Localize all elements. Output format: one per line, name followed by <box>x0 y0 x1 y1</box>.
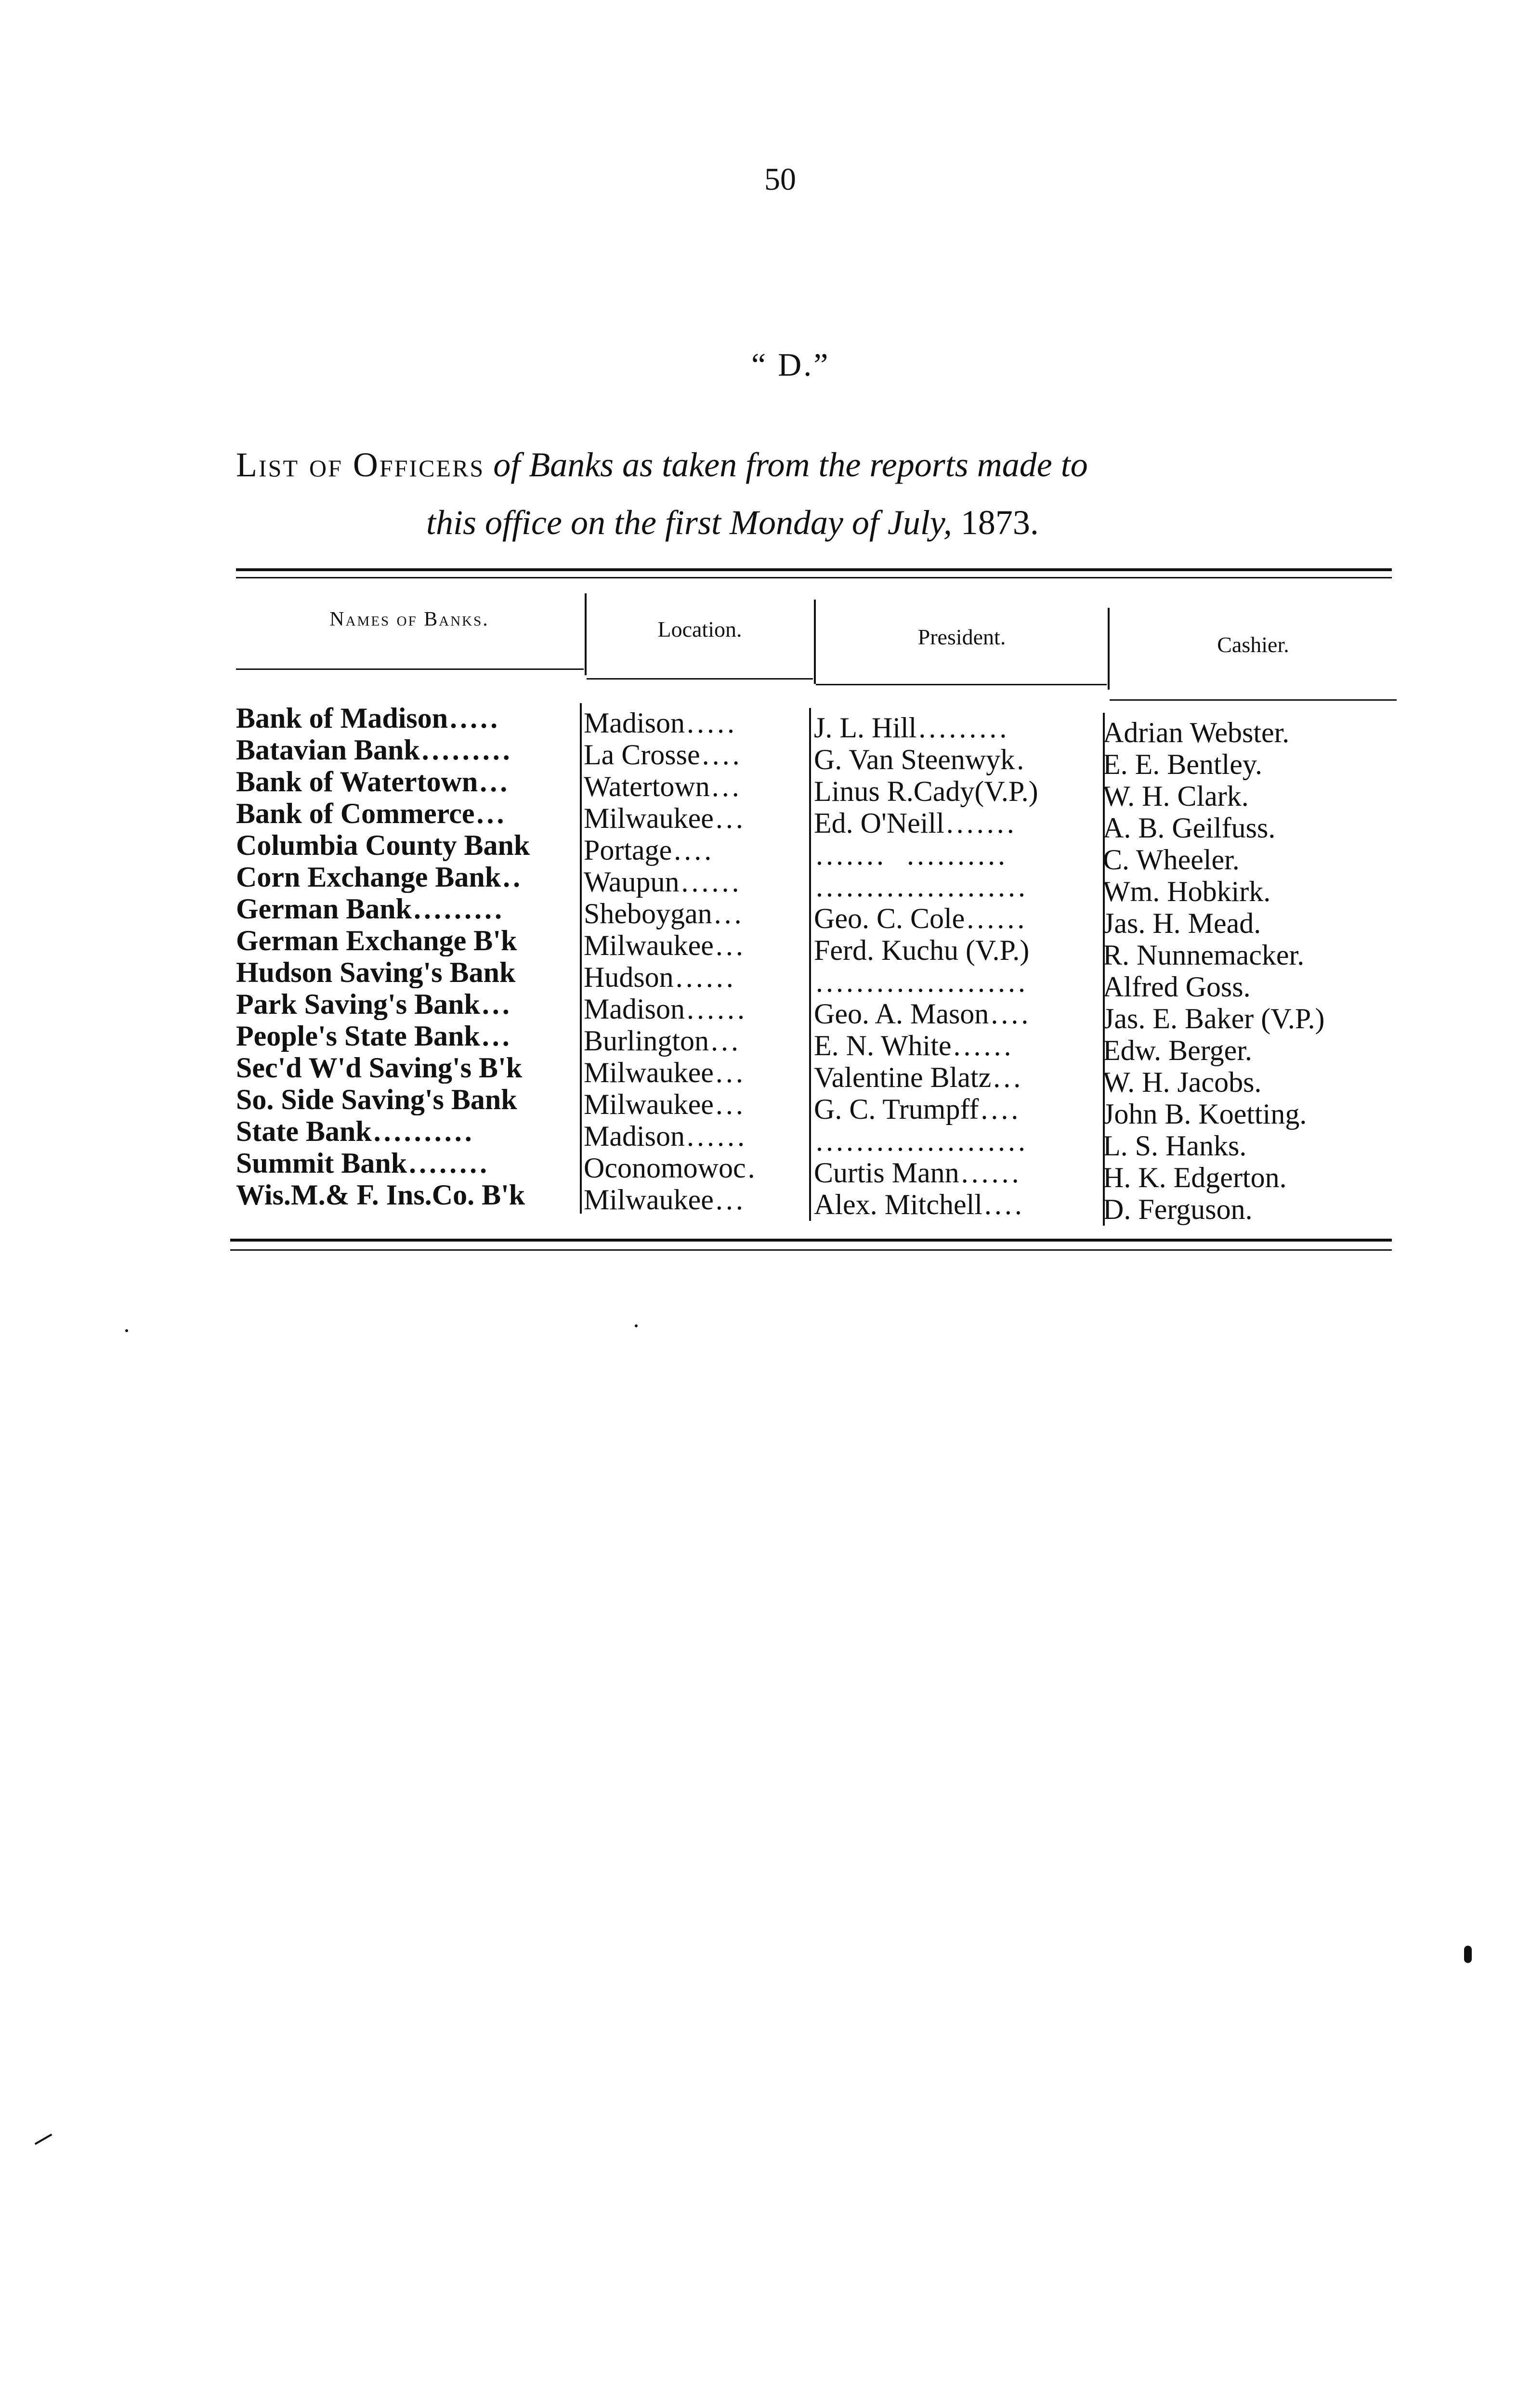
table-cell: Milwaukee ... <box>584 802 746 834</box>
table-cell: ..................... <box>816 966 1028 998</box>
table-cell: Waupun ...... <box>584 866 742 898</box>
table-cell: Alex. Mitchell .... <box>814 1189 1025 1220</box>
ink-blot <box>1464 1946 1472 1963</box>
table-cell: Jas. E. Baker (V.P.) <box>1103 1003 1325 1034</box>
table-cell: Sheboygan ... <box>584 898 745 929</box>
table-row: Bank of Watertown ... <box>236 766 510 798</box>
table-cell: ..................... <box>816 871 1028 903</box>
page-number: 50 <box>764 162 796 197</box>
names-column <box>236 702 578 1211</box>
table-cell: G. Van Steenwyk . <box>814 744 1027 775</box>
table-cell: Burlington ... <box>584 1025 742 1057</box>
table-cell: Milwaukee ... <box>584 929 746 961</box>
table-cell: W. H. Clark. <box>1103 780 1249 812</box>
document-title <box>236 436 1401 551</box>
table-row: So. Side Saving's Bank <box>236 1084 517 1115</box>
table-cell: Milwaukee ... <box>584 1057 746 1088</box>
header-underline-president <box>816 684 1107 685</box>
table-cell: Madison ...... <box>584 1120 747 1152</box>
table-cell: Edw. Berger. <box>1103 1034 1252 1066</box>
pencil-stroke <box>35 2133 52 2145</box>
table-row: People's State Bank ... <box>236 1020 512 1052</box>
table-row: Park Saving's Bank ... <box>236 988 512 1020</box>
table-cell: D. Ferguson. <box>1103 1193 1253 1225</box>
title-year: 1873. <box>960 503 1039 542</box>
table-cell: Jas. H. Mead. <box>1103 907 1261 939</box>
column-header-president: President. <box>917 625 1006 649</box>
table-bottom-rule-1 <box>230 1239 1392 1242</box>
table-row: Batavian Bank ......... <box>236 734 513 766</box>
header-underline-names <box>236 668 584 670</box>
title-line2: this office on the first Monday of July, <box>426 503 952 542</box>
table-bottom-rule-2 <box>230 1249 1392 1251</box>
table-cell: C. Wheeler. <box>1103 844 1240 876</box>
table-cell: G. C. Trumpff .... <box>814 1093 1021 1125</box>
table-row: German Bank ......... <box>236 893 505 925</box>
table-cell: John B. Koetting. <box>1103 1098 1307 1130</box>
table-row: Summit Bank ........ <box>236 1147 490 1179</box>
title-line1-rest: of Banks as taken from the reports made to <box>493 445 1088 484</box>
table-row: Corn Exchange Bank .. <box>236 861 523 893</box>
ink-speck <box>635 1324 638 1327</box>
table-cell: Madison ..... <box>584 707 737 739</box>
table-cell: Milwaukee ... <box>584 1184 746 1216</box>
table-row: Hudson Saving's Bank <box>236 956 516 988</box>
section-mark: “ D.” <box>751 346 830 383</box>
header-underline-location <box>587 678 813 680</box>
table-cell: La Crosse .... <box>584 739 743 771</box>
cashier-column <box>1103 717 1392 1225</box>
table-cell: Portage .... <box>584 834 715 866</box>
table-cell: Milwaukee ... <box>584 1088 746 1120</box>
table-cell: R. Nunnemacker. <box>1103 939 1305 971</box>
column-header-location: Location. <box>657 617 742 641</box>
table-row: Columbia County Bank <box>236 829 530 861</box>
body-separator-1 <box>580 703 582 1214</box>
table-cell: Curtis Mann ...... <box>814 1157 1022 1189</box>
title-list-of-officers: List of Officers <box>236 445 485 484</box>
table-cell: Alfred Goss. <box>1103 971 1251 1003</box>
table-top-rule-2 <box>236 577 1392 578</box>
table-cell: L. S. Hanks. <box>1103 1130 1247 1162</box>
column-header-names: Names of Banks. <box>329 608 489 630</box>
table-cell: Watertown ... <box>584 771 742 802</box>
table-cell: Wm. Hobkirk. <box>1103 876 1271 907</box>
table-cell: E. E. Bentley. <box>1103 748 1263 780</box>
body-separator-2 <box>809 708 811 1221</box>
table-top-rule-1 <box>236 568 1392 571</box>
president-column <box>814 712 1103 1220</box>
table-cell: Madison ...... <box>584 993 747 1025</box>
table-row: German Exchange B'k <box>236 925 517 956</box>
ink-speck <box>125 1329 128 1332</box>
table-row: Bank of Madison ..... <box>236 702 501 734</box>
table-cell: ....... .......... <box>816 839 1008 871</box>
table-cell: Valentine Blatz ... <box>814 1061 1024 1093</box>
table-cell: H. K. Edgerton. <box>1103 1162 1287 1193</box>
table-cell: Ferd. Kuchu (V.P.) <box>814 934 1030 966</box>
table-row: Bank of Commerce ... <box>236 798 507 829</box>
table-cell: ..................... <box>816 1125 1028 1157</box>
table-cell: Hudson ...... <box>584 961 736 993</box>
table-cell: J. L. Hill ......... <box>814 712 1010 744</box>
header-underline-cashier <box>1110 699 1397 701</box>
table-row: State Bank .......... <box>236 1115 475 1147</box>
table-cell: Oconomowoc . <box>584 1152 758 1184</box>
table-row: Wis.M.& F. Ins.Co. B'k <box>236 1179 525 1211</box>
table-cell: Adrian Webster. <box>1103 717 1290 748</box>
table-cell: W. H. Jacobs. <box>1103 1066 1262 1098</box>
table-cell: Linus R.Cady(V.P.) <box>814 775 1038 807</box>
table-cell: Geo. A. Mason .... <box>814 998 1032 1030</box>
table-row: Sec'd W'd Saving's B'k <box>236 1052 523 1084</box>
location-column <box>584 707 806 1216</box>
table-cell: Geo. C. Cole ...... <box>814 903 1028 934</box>
table-cell: E. N. White ...... <box>814 1030 1014 1061</box>
column-header-cashier: Cashier. <box>1217 632 1289 657</box>
table-cell: A. B. Geilfuss. <box>1103 812 1276 844</box>
table-cell: Ed. O'Neill ....... <box>814 807 1017 839</box>
